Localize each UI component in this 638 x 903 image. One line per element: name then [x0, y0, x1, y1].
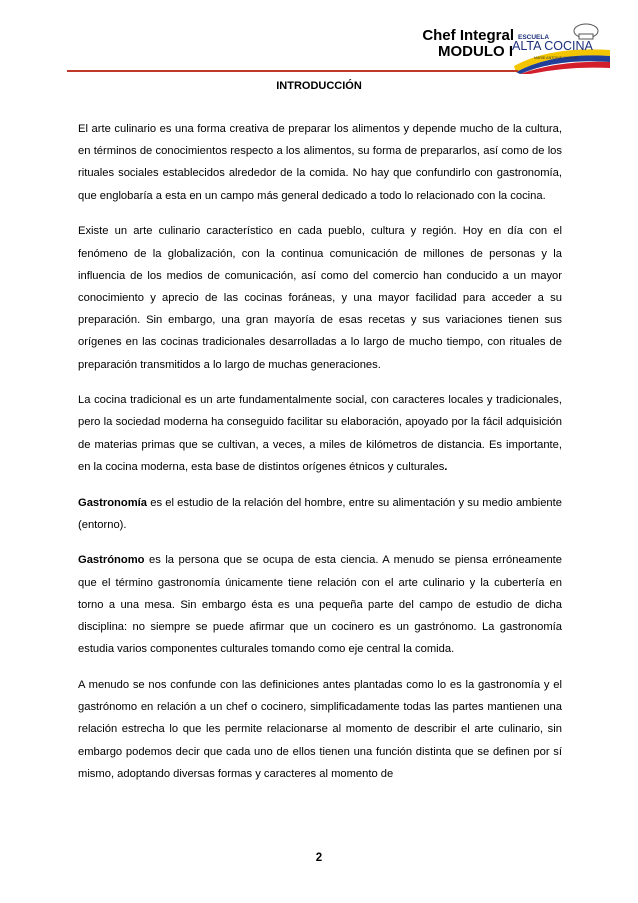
chef-hat-logo-icon [510, 22, 614, 74]
term-gastronomia: Gastronomía [78, 496, 148, 509]
course-name: Chef Integral [422, 27, 514, 44]
paragraph: El arte culinario es una forma creativa de preparar los alimentos y depende mucho de la cultura, en términos de conocimientos respecto a los alimentos, su forma de prepararlos, así como de los rituales sociales establecidos alrededor de la comida. No hay que confundirlo con gastronomía, que englobaría a esta en un campo más general dedicado a todo lo relacionado con la cocina. [78, 123, 562, 202]
paragraph: A menudo se nos confunde con las definiciones antes plantadas como lo es la gastronomía y el gastrónomo en relación a un chef o cocinero, simplificadamente todas las partes mantienen una relación estrecha lo que les permite relacionarse al momento de describir el arte culinario, sin embargo podemos decir que cada uno de ellos tienen una función distinta que se definen por sí mismo, adoptando diversas formas y caracteres al momento de [78, 678, 562, 780]
module-name: MODULO I [438, 43, 513, 60]
paragraph: Existe un arte culinario característico en cada pueblo, cultura y región. Hoy en día con el fenómeno de la globalización, con la continua comunicación de millones de personas y la influencia de los medios de comunicación, así como del comercio han conducido a un mayor conocimiento y aprecio de las cocinas foráneas, y una mayor facilidad para acceder a su preparación. Sin embargo, una gran mayoría de esas recetas y sus variaciones tienen sus orígenes en las cocinas tradicionales desarrolladas a lo largo de mucho tiempo, con rituales de preparación transmitidos a lo largo de muchas generaciones. [78, 225, 562, 371]
header-title [422, 28, 514, 60]
page-title: INTRODUCCIÓN [276, 80, 362, 92]
term-gastronomo: Gastrónomo [78, 554, 145, 567]
paragraph-gastronomo: Gastrónomo es la persona que se ocupa de esta ciencia. A menudo se piensa erróneamente que el término gastronomía únicamente tiene relación con el arte culinario y la cubertería en torno a una mesa. Sin embargo ésta es una pequeña parte del campo de estudio de dicha disciplina: no siempre se puede afirmar que un cocinero es un gastrónomo. La gastronomía estudia varios componentes culturales tomando como eje central la comida. [78, 554, 562, 656]
logo-main-text: ALTA COCINA [512, 39, 593, 53]
school-logo [510, 22, 614, 74]
page-number: 2 [315, 852, 323, 864]
paragraph: La cocina tradicional es un arte fundamentalmente social, con caracteres locales y tradicionales, pero la sociedad moderna ha conseguido facilitar su elaboración, apoyado por la fácil adquisición de materias primas que se cultivan, a veces, a miles de kilómetros de distancia. Es importante, en la cocina moderna, esta base de distintos orígenes étnicos y culturales. [78, 394, 562, 473]
logo-top-text: ESCUELA [518, 34, 550, 41]
logo-sub-text: MARIE ANTOINE CAREME [534, 56, 579, 60]
header-divider [67, 70, 518, 72]
document-body [78, 118, 562, 798]
paragraph-gastronomia: Gastronomía es el estudio de la relación del hombre, entre su alimentación y su medio ambiente (entorno). [78, 496, 562, 531]
